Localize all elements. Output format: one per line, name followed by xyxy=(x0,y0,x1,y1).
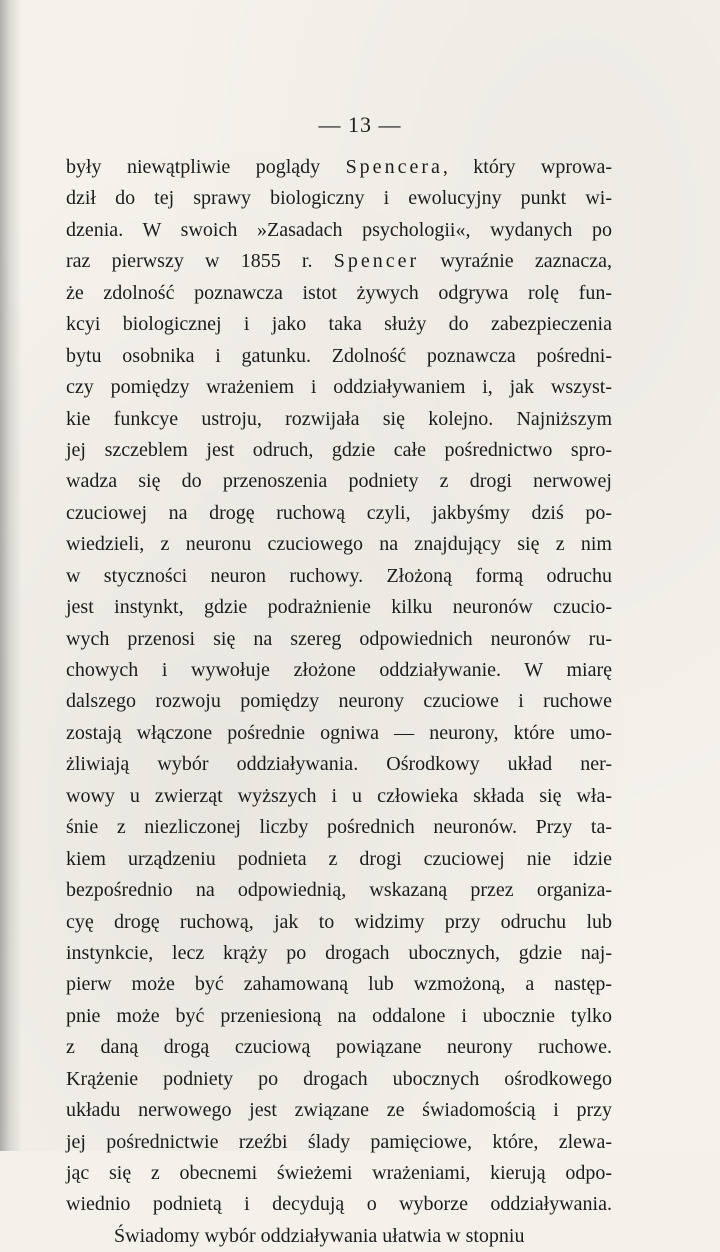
text-line-segment: instynkcie, lecz krąży po drogach ubocznych, gdzie naj- xyxy=(66,941,612,964)
text-line xyxy=(66,309,612,340)
text-line-segment: raz pierwszy w 1855 r. xyxy=(66,250,334,273)
text-line xyxy=(66,592,612,623)
emphasized-name: Spencer xyxy=(333,250,420,273)
text-line xyxy=(66,561,612,592)
text-line-segment: , który wprowa- xyxy=(442,156,612,178)
text-line-segment: czuciowej na drogę ruchową czyli, jakbyśmy dziś po- xyxy=(66,501,612,524)
text-line-segment: dzenia. W swoich »Zasadach psychologii«, wydanych po xyxy=(66,218,612,241)
text-line xyxy=(66,907,612,938)
text-line-segment: jest instynkt, gdzie podrażnienie kilku neuronów czucio- xyxy=(66,596,612,619)
text-line xyxy=(66,938,612,969)
text-line xyxy=(66,529,612,560)
text-line-segment: kie funkcye ustroju, rozwijała się kolejno. Najniższym xyxy=(66,407,612,430)
text-line xyxy=(66,341,612,372)
text-line-segment: pierw może być zahamowaną lub wzmożoną, a następ- xyxy=(66,973,612,996)
text-line xyxy=(66,404,612,435)
text-line xyxy=(66,1032,612,1063)
text-line xyxy=(66,152,612,183)
text-line-segment: w styczności neuron ruchowy. Złożoną formą odruchu xyxy=(66,564,612,587)
text-line xyxy=(66,655,612,686)
body-text xyxy=(66,152,612,1252)
text-line-segment: kiem urządzeniu podnieta z drogi czuciowej nie idzie xyxy=(66,847,612,870)
text-line xyxy=(66,246,612,277)
text-line-segment: wyraźnie zaznacza, xyxy=(419,250,612,273)
text-line-segment: kcyi biologicznej i jako taka służy do zabezpieczenia xyxy=(66,313,612,336)
text-line-segment: dalszego rozwoju pomiędzy neurony czuciowe i ruchowe xyxy=(66,690,612,713)
text-line-segment: że zdolność poznawcza istot żywych odgrywa rolę fun- xyxy=(66,281,612,304)
text-line-segment: układu nerwowego jest związane ze świadomością i przy xyxy=(66,1099,612,1122)
text-line xyxy=(66,372,612,403)
text-line-segment: pnie może być przeniesioną na oddalone i ubocznie tylko xyxy=(66,1004,612,1027)
text-line-segment: jąc się z obecnemi świeżemi wrażeniami, kierują odpo- xyxy=(66,1162,612,1184)
text-line-segment: były niewątpliwie poglądy xyxy=(66,156,346,178)
text-line-segment: bezpośrednio na odpowiednią, wskazaną przez organiza- xyxy=(66,879,612,902)
emphasized-name: Spencera xyxy=(345,156,443,178)
text-line xyxy=(66,466,612,497)
text-line xyxy=(66,969,612,1000)
text-line-segment: dził do tej sprawy biologiczny i ewolucyjny punkt wi- xyxy=(66,187,612,210)
text-line-segment: żliwiają wybór oddziaływania. Ośrodkowy układ ner- xyxy=(66,753,612,776)
text-line-segment: z daną drogą czuciową powiązane neurony ruchowe. xyxy=(66,1036,612,1059)
text-line xyxy=(66,875,612,906)
text-line xyxy=(66,749,612,780)
text-line xyxy=(66,812,612,843)
text-line xyxy=(66,1095,612,1126)
text-line xyxy=(66,781,612,812)
text-line xyxy=(66,1127,612,1158)
text-line-segment: czy pomiędzy wrażeniem i oddziaływaniem i, jak wszyst- xyxy=(66,376,612,399)
text-line-segment: wych przenosi się na szereg odpowiednich neuronów ru- xyxy=(66,627,612,650)
text-line xyxy=(66,498,612,529)
text-line xyxy=(66,686,612,717)
text-line xyxy=(66,1189,612,1220)
text-line-segment: bytu osobnika i gatunku. Zdolność poznawcza pośredni- xyxy=(66,344,612,367)
text-line xyxy=(66,1001,612,1032)
text-line-segment: wowy u zwierząt wyższych i u człowieka składa się wła- xyxy=(66,784,612,807)
spine-shadow xyxy=(0,0,22,1151)
text-line-segment: Krążenie podniety po drogach ubocznych ośrodkowego xyxy=(66,1067,612,1090)
text-line xyxy=(66,1221,612,1252)
text-line xyxy=(66,1064,612,1095)
text-line-segment: cyę drogę ruchową, jak to widzimy przy odruchu lub xyxy=(66,910,612,933)
text-line xyxy=(66,844,612,875)
text-line xyxy=(66,183,612,214)
text-line xyxy=(66,718,612,749)
text-line xyxy=(66,624,612,655)
text-line-segment: jej szczeblem jest odruch, gdzie całe pośrednictwo spro- xyxy=(66,438,612,461)
text-line-segment: Świadomy wybór oddziaływania ułatwia w stopniu xyxy=(114,1224,525,1247)
text-line-segment: chowych i wywołuje złożone oddziaływanie. W miarę xyxy=(66,659,612,681)
text-line xyxy=(66,278,612,309)
text-line xyxy=(66,215,612,246)
text-line-segment: zostają włączone pośrednie ogniwa — neurony, które umo- xyxy=(66,721,612,744)
text-line-segment: wiednio podnietą i decydują o wyborze oddziaływania. xyxy=(66,1193,612,1216)
text-line-segment: jej pośrednictwie rzeźbi ślady pamięciowe, które, zlewa- xyxy=(66,1130,612,1153)
text-line-segment: wiedzieli, z neuronu czuciowego na znajdujący się z nim xyxy=(66,533,612,556)
text-line-segment: śnie z niezliczonej liczby pośrednich neuronów. Przy ta- xyxy=(66,816,612,839)
text-line xyxy=(66,435,612,466)
text-line xyxy=(66,1158,612,1189)
text-line-segment: wadza się do przenoszenia podniety z drogi nerwowej xyxy=(66,470,612,493)
page-number: — 13 — xyxy=(318,112,402,137)
